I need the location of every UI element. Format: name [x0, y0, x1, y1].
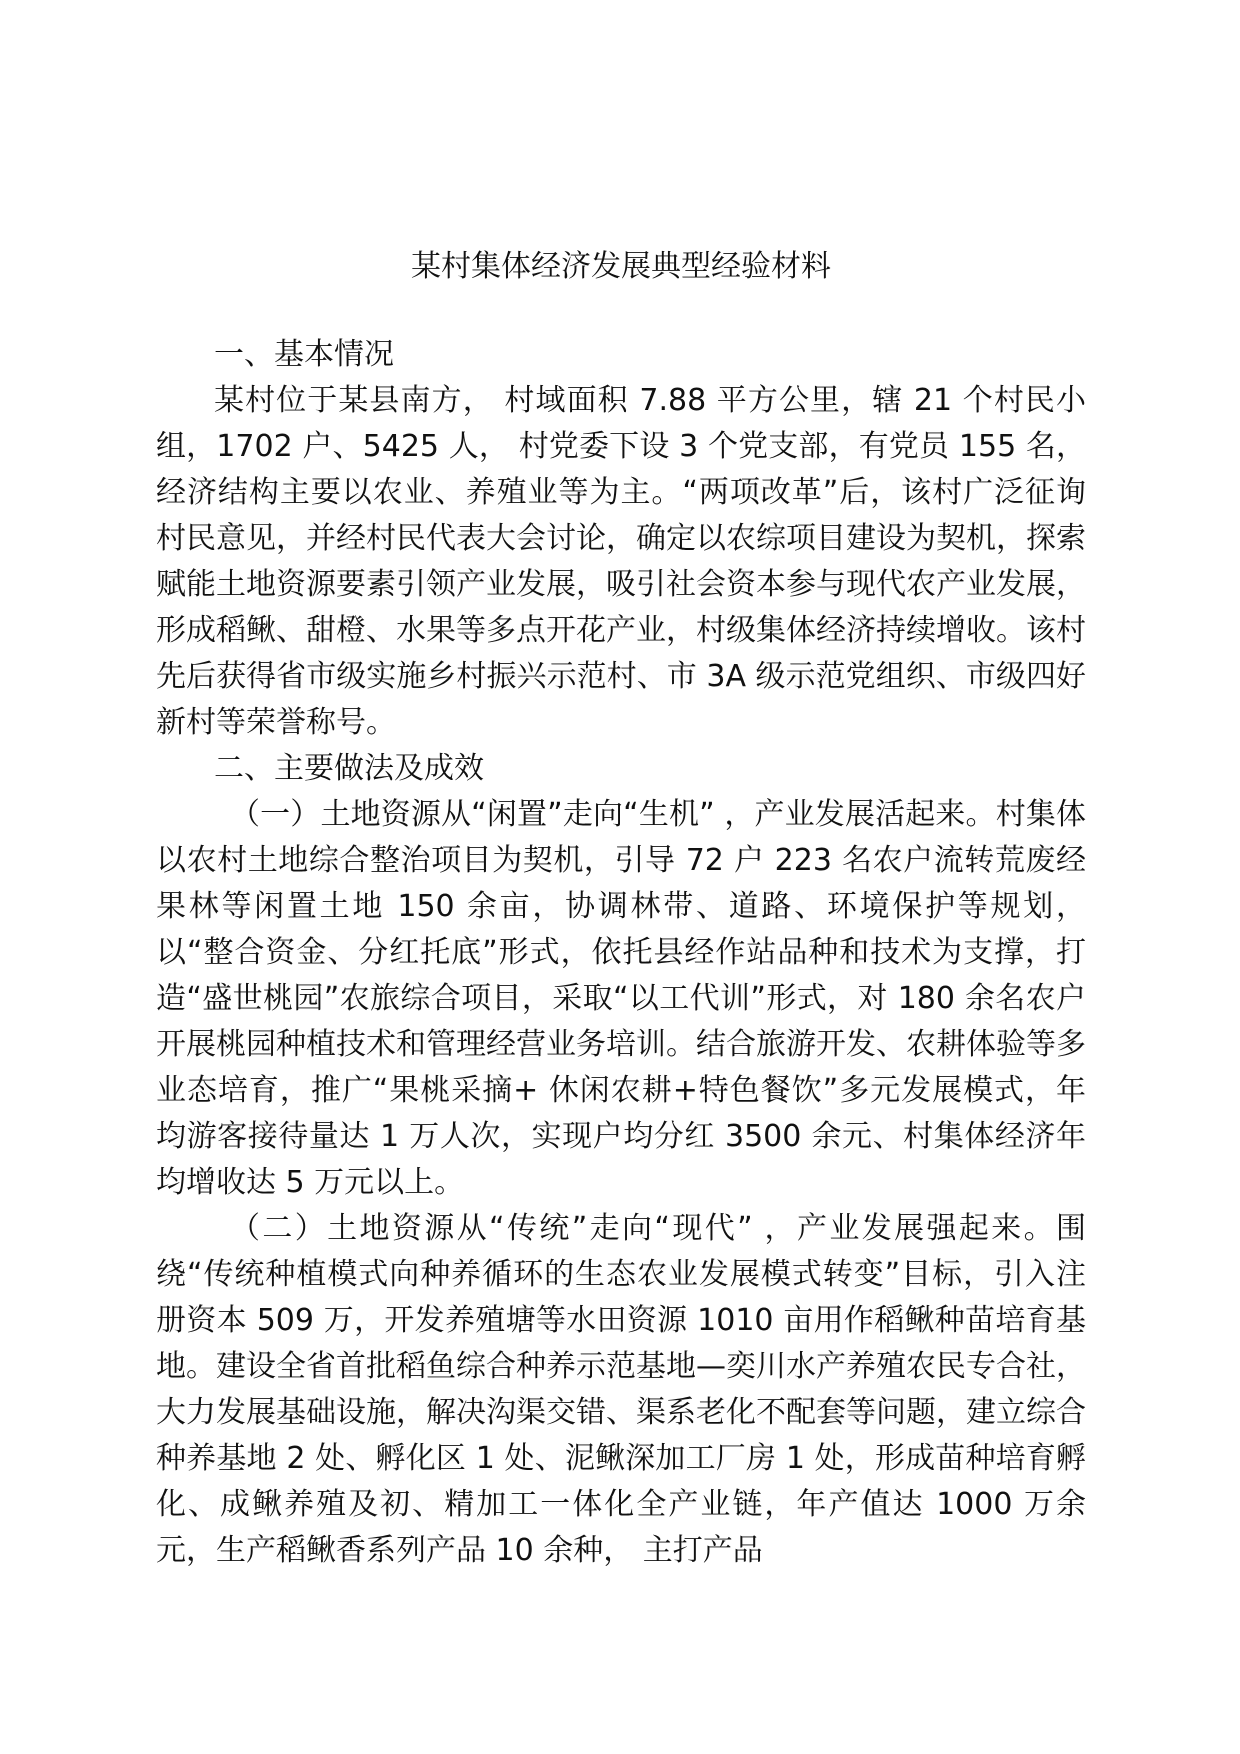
paragraph: 某村位于某县南方， 村域面积 7.88 平方公里，辖 21 个村民小组，1702 户、5425 人， 村党委下设 3 个党支部，有党员 155 名，经济结构主要以农业、养殖业等为主。“两项改革”后，该村广泛征询村民意见，并经村民代表大会讨论，确定以农综项目建设为契机，探索赋能土地资源要素引领产业发展，吸引社会资本参与现代农产业发展，形成稻鳅、甜橙、水果等多点开花产业，村级集体经济持续增收。该村先后获得省市级实施乡村振兴示范村、市 3A 级示范党组织、市级四好新村等荣誉称号。 [156, 383, 1086, 740]
paragraph: （一）土地资源从“闲置”走向“生机” ，产业发展活起来。村集体以农村土地综合整治项目为契机，引导 72 户 223 名农户流转荒废经果林等闲置土地 150 余亩，协调林带、道路、环境保护等规划，以“整合资金、分红托底”形式，依托县经作站品种和技术为支撑，打造“盛世桃园”农旅综合项目，采取“以工代训”形式，对 180 余名农户开展桃园种植技术和管理经营业务培训。结合旅游开发、农耕体验等多业态培育，推广“果桃采摘+ 休闲农耕+特色餐饮”多元发展模式，年均游客接待量达 1 万人次，实现户均分红 3500 余元、村集体经济年均增收达 5 万元以上。 [156, 797, 1086, 1200]
section-heading: 二、主要做法及成效 [214, 751, 484, 786]
section-basic-info [156, 332, 1086, 746]
section-heading: 一、基本情况 [214, 337, 394, 372]
paragraph: （二）土地资源从“传统”走向“现代” ，产业发展强起来。围绕“传统种植模式向种养循环的生态农业发展模式转变”目标，引入注册资本 509 万，开发养殖塘等水田资源 1010 亩用作稻鳅种苗培育基地。建设全省首批稻鱼综合种养示范基地—奕川水产养殖农民专合社，大力发展基础设施，解决沟渠交错、渠系老化不配套等问题，建立综合种养基地 2 处、孵化区 1 处、泥鳅深加工厂房 1 处，形成苗种培育孵化、成鳅养殖及初、精加工一体化全产业链，年产值达 1000 万余元，生产稻鳅香系列产品 10 余种， 主打产品 [156, 1211, 1086, 1568]
document-page [156, 240, 1086, 1574]
document-title: 某村集体经济发展典型经验材料 [411, 249, 831, 284]
section-main-practices [156, 746, 1086, 1574]
